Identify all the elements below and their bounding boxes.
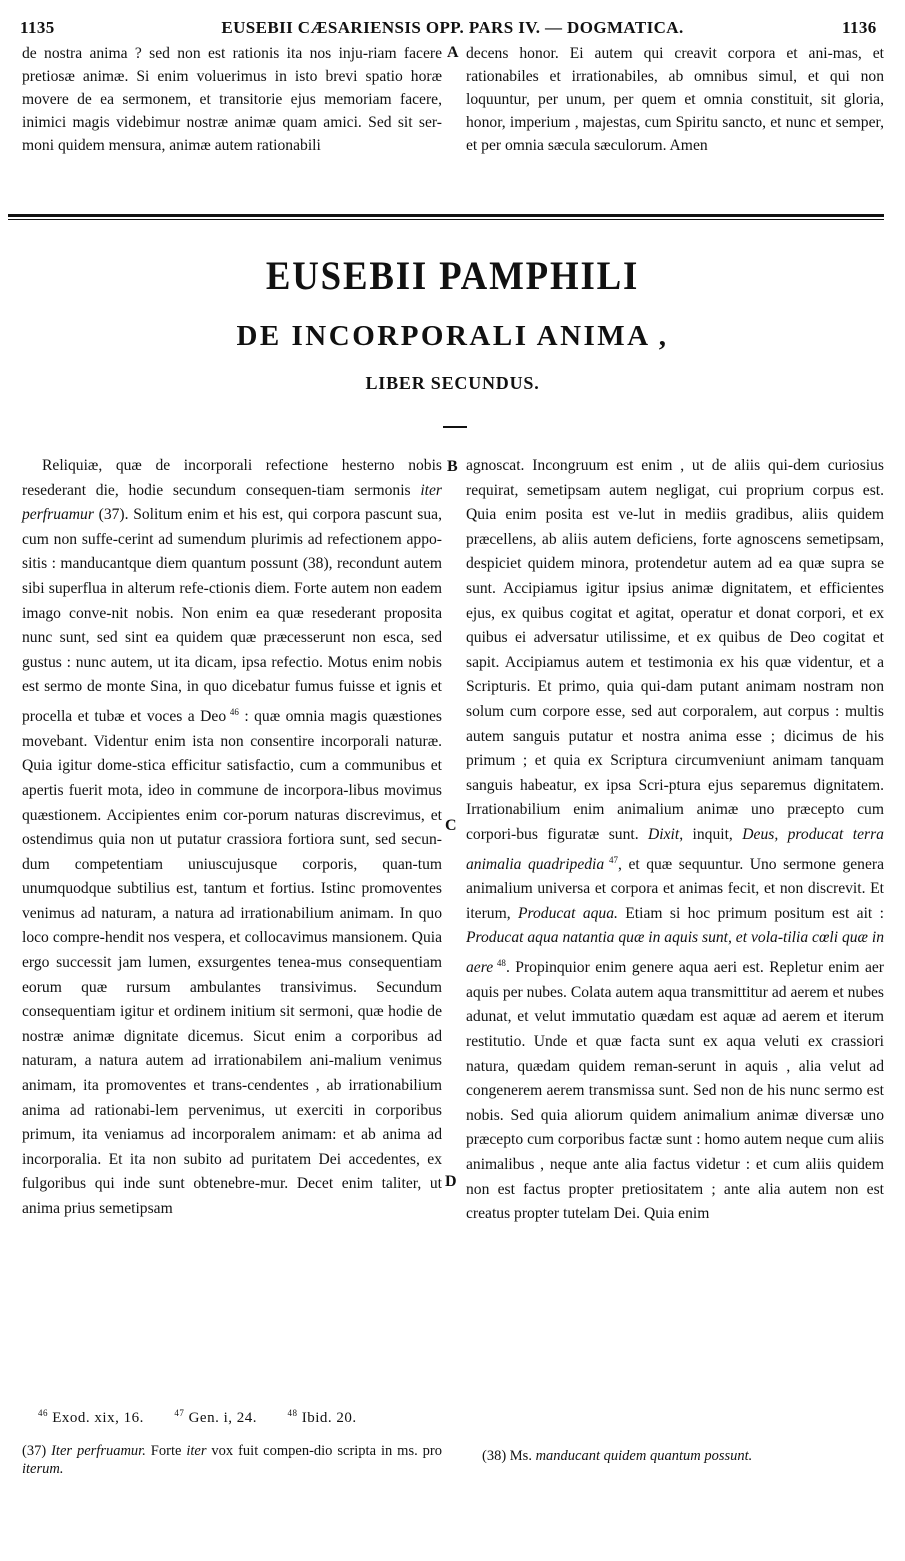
running-title: EUSEBII CÆSARIENSIS OPP. PARS IV. — DOGMATICA. (221, 18, 684, 37)
scripture-ref: Ibid. 20. (297, 1410, 357, 1426)
body-left-column (22, 454, 442, 1222)
scripture-ref-number: 48 (287, 1408, 298, 1418)
top-right-column (466, 42, 884, 157)
body-right-italic-1: Dixit (648, 825, 680, 843)
scripture-ref-number: 46 (38, 1408, 48, 1418)
separator-rule (8, 214, 884, 217)
footnote-37 (22, 1442, 442, 1478)
top-right-text: decens honor. Ei autem qui creavit corpora et ani-mas, et rationabiles et irrationabiles, ab omnibus simul, et qui non loquuntur, per unum, per quem et omnia constituit, sit gloria, honor, imperium , majestas, cum Spiritu sancto, et nunc et semper, et per omnia sæcula sæculorum. Amen (466, 45, 884, 154)
body-right-column (466, 454, 884, 1227)
note-ref-47: 47 (604, 854, 619, 865)
work-subtitle: DE INCORPORALI ANIMA , (236, 320, 669, 352)
top-left-column (22, 42, 442, 157)
footnote-italic: Iter perfruamur. (51, 1443, 146, 1459)
margin-letter-a: A (447, 44, 459, 61)
scripture-ref-number: 47 (174, 1408, 185, 1418)
scripture-ref: Exod. xix, 16. (48, 1410, 144, 1426)
body-right-italic-3: Producat aqua. (517, 904, 618, 922)
title-dash (443, 426, 467, 428)
scripture-ref: Gen. i, 24. (184, 1410, 258, 1426)
body-left-text-1: Reliquiæ, quæ de incorporali refectione hesterno nobis resederant die, hodie secundum consequen-tiam sermonis (22, 457, 442, 499)
footnote-italic: manducant quidem quantum possunt. (535, 1448, 753, 1464)
body-right-text-1: agnoscat. Incongruum est enim , ut de aliis qui-dem curiosius requirat, semetipsam autem negligat, cui proprium corpus est. Quia enim posita est ve-lut in mediis gradibus, aliis quidem præcellens, ab aliis autem deficiens, forte agnoscens semetipsam, despiciet quidem minora, protendetur autem ad ea quæ supra se sunt. Accipiamus igitur ipsius animæ dignitatem, et efficientes ejus, ex quibus cogitat et agitat, operatur et donat corpori, et ex quibus ei adversatur utilissime, et ex quibus de Deo cogitat et sapit. Accipiamus autem et testimonia ex his quæ videntur, et a Scripturis. Et primo, quia qui-dam putant animam nostram non solum cum corpore esse, sed aut corporalem, aut corpus : multis autem sanguis putatur et nostra anima esse ; dicimus de his primum ; et quia ex Scriptura circumveniunt animam tanquam sanguis habeatur, ex ipsa Scri-ptura ejus separemus dignitatem. Irrationabilium enim animalium animæ uno præcepto cum corpori-bus figuratæ sunt. (466, 457, 884, 843)
body-right-italic-2: Deus, producat terra animalia quadripedia (466, 825, 884, 873)
margin-letter-c: C (445, 817, 457, 834)
body-right-text-2: , inquit, (679, 825, 743, 843)
scripture-references (38, 1408, 357, 1427)
body-left-text-3: : quæ omnia magis quæstiones movebant. Videntur enim ista non consentire incorporali naturæ. Quia igitur dome-stica efficitur satisfactio, cum a communibus et apertis fuerit mota, ideo in commune de incorpora-libus movimus quæstionem. Accipientes enim cor-porum naturas discrevimus, et ostendimus quia non ut putatur crassiora fortiora sunt, sed secun-dum competentiam uniuscujusque corporis, quan-tum unumquodque subtilius est, tantum et fortius. Istinc promoventes venimus ad naturam, a natura ad irrationabilium animam. In quo loco compre-hendit nos vespera, et collocavimus mansionem. Quia ergo successit jam lumen, exsurgentes tenea-mus consequentiam eorum quæ rursum ambulantes transivimus. Secundum consequentiam igitur et ordinem initium sit sermoni, quæ hodie de nostræ animæ dignitate dicemus. Sicut enim a corporibus ad naturam, a natura autem ad irrationabilem ani-malium venimus animam, ita promoventes et trans-cendentes , ab irrationabilium anima ad rationabi-lem pervenimus, ut exerciti in corporibus primum, ita veniamus ad incorporalem animam: et ab anima ad incorporalia. Et ita non subito ad puritatem Dei accedentes, ex fulgoribus qui inde sunt obtenebre-mur. Decet enim taliter, ut anima prius semetipsam (22, 708, 442, 1217)
body-right-text-5: . Propinquior enim genere aqua aeri est. Repletur enim aer aquis per nubes. Colata autem aqua transmittitur ad aerem et nubes adunat, et velut immutatio quædam est aquæ ad aerem et iterum restitutio. Unde et quæ facta sunt ex aqua veluti ex crassiori natura, quædam quidem reman-serunt in aquis , alia velut ad congenerem aerem transmissa sunt. Sed non de his nunc sermo est nobis. Sed quia aliorum quidem animalium animæ diversæ uno præcepto cum corporibus factæ sunt : homo autem neque cum aliis animalibus , neque ante alia factus videtur : et cum aliis quidem non est factus propter pretiositatem ; ante alia autem non est creatus propter tutelam Dei. Quia enim (466, 959, 884, 1223)
note-ref-48: 48 (493, 958, 506, 969)
body-left-text-2: (37). Solitum enim et his est, qui corpora pascunt sua, cum non suffe-cerint ad sumendum plurimis ad refectionem appo-sitis : manducantque diem quantum possunt (38), recondunt autem sibi superflua in alterum refe-ctionis diem. Forte autem non eadem imago conve-nit nobis. Non enim ea quæ resederant proposita nunc sunt, sed sint ea quidem quæ præcesserunt non esca, sed gustus : nunc autem, ut ita dicam, ipsa refectio. Motus enim nobis est sermo de monte Sina, in quo dicebatur fumus fuisse et ignis et procella et tubæ et voces a Deo (22, 506, 442, 726)
body-left-italic: iter perfruamur (22, 481, 442, 524)
top-left-text: de nostra anima ? sed non est rationis ita nos inju-riam facere pretiosæ animæ. Si enim voluerimus in isto brevi spatio horæ movere de ea sermonem, et transitorie ejus memoriam facere, inimici magis videbimur nostræ animæ quam amici. Sed sit ser-moni quidem mensura, animæ autem rationabili (22, 45, 442, 154)
margin-letter-d: D (445, 1173, 457, 1190)
footnote-text: Forte (145, 1443, 187, 1459)
note-ref-46: 46 (226, 706, 239, 717)
separator-rule-thin (8, 219, 884, 220)
margin-letter-b: B (447, 458, 458, 475)
footnote-number: (38) Ms. (482, 1448, 536, 1464)
page-number-right: 1136 (842, 18, 877, 37)
footnote-number: (37) (22, 1443, 52, 1459)
footnote-text: vox fuit compen-dio scripta in ms. pro (206, 1443, 442, 1459)
body-left-paragraph (22, 454, 442, 1222)
book-title: LIBER SECUNDUS. (365, 373, 540, 393)
footnote-38 (482, 1447, 882, 1465)
page-number-left: 1135 (20, 18, 55, 37)
body-right-text-4: Etiam si hoc primum positum est ait : (617, 904, 884, 922)
body-right-italic-4: Producat aqua natantia quæ in aquis sunt, et vola-tilia cœli quæ in aere (466, 929, 884, 977)
footnote-italic: iter (186, 1443, 207, 1459)
footnote-italic: iterum. (22, 1461, 64, 1477)
body-right-paragraph (466, 454, 884, 1227)
work-title: EUSEBII PAMPHILI (265, 253, 640, 298)
body-right-text-3: , et quæ sequuntur. Uno sermone genera animalium universa et corpora et animas fecit, et non discrevit. Et iterum, (466, 855, 884, 922)
